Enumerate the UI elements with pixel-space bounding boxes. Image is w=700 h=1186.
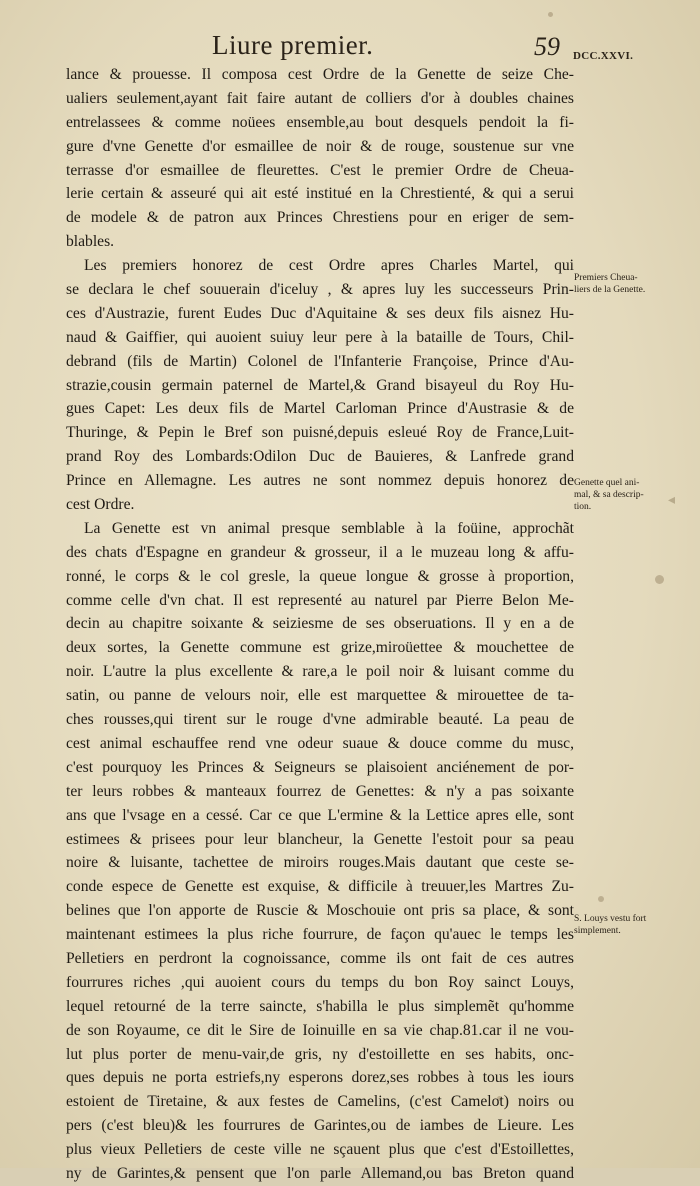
text-line: de modele & de patron aux Princes Chrestiens pour en eriger de sem- bbox=[66, 209, 574, 227]
text-line: ches rousses,qui tirent sur le rouge d'vne admirable beauté. La peau de bbox=[66, 711, 574, 729]
text-line: ny de Garintes,& pensent que l'on parle Allemand,ou bas Breton quand bbox=[66, 1164, 574, 1182]
text-line: Prince en Allemagne. Les autres ne sont nommez depuis honorez de bbox=[66, 472, 574, 490]
text-line: conde espece de Genette est exquise, & difficile à treuuer,les Martres Zu- bbox=[66, 878, 574, 896]
text-line: debrand (fils de Martin) Colonel de l'Infanterie Françoise, Prince d'Au- bbox=[66, 352, 574, 370]
text-line: deux sortes, la Genette commune est grize,miroüettee & mouchettee de bbox=[66, 639, 574, 657]
text-line: gure d'vne Genette d'or esmaillee de noir & de rouge, soustenue sur vne bbox=[66, 137, 574, 155]
text-line: belines que l'on apporte de Ruscie & Moschouie ont pris sa place, & sont bbox=[66, 902, 574, 920]
margin-note-line: S. Louys vestu fort bbox=[574, 914, 647, 924]
margin-note-genette-description bbox=[574, 477, 694, 513]
text-line: Les premiers honorez de cest Ordre apres Charles Martel, qui bbox=[84, 257, 574, 275]
margin-note-line: Genette quel ani- bbox=[574, 478, 640, 488]
text-line: ter leurs robbes & manteaux fourrez de Genettes: & n'y a pas soixante bbox=[66, 782, 574, 800]
margin-note-line: tion. bbox=[574, 502, 592, 512]
text-line: ans que l'vsage en a cessé. Car ce que L'ermine & la Lettice apres elle, sont bbox=[66, 806, 574, 824]
text-line: gues Capet: Les deux fils de Martel Carloman Prince d'Austrasie & de bbox=[66, 400, 574, 418]
text-line: noir. L'autre la plus excellente & rare,a le poil noir & luisant comme du bbox=[66, 663, 574, 681]
text-line: lerie certain & asseuré qui ait esté institué en la Chrestienté, & qui a serui bbox=[66, 185, 574, 203]
text-line: fourrures riches ,qui auoient cours du temps du bon Roy sainct Louys, bbox=[66, 973, 574, 991]
text-line: satin, ou panne de velours noir, elle est marquettee & mirouettee de ta- bbox=[66, 687, 574, 705]
page-number: 59 bbox=[534, 32, 560, 61]
text-line: se declara le chef souuerain d'iceluy , & apres luy les successeurs Prin- bbox=[66, 281, 574, 299]
text-line: des chats d'Espagne en grandeur & grosseur, il a le muzeau long & affu- bbox=[66, 543, 574, 561]
main-text-block bbox=[66, 63, 574, 1186]
text-line: strazie,cousin germain paternel de Martel,& Grand bisayeul du Roy Hu- bbox=[66, 376, 574, 394]
ink-smudge bbox=[655, 575, 664, 584]
text-line: naud & Gaiffier, qui auoient suiuy leur pere à la bataille de Tours, Chil- bbox=[66, 328, 574, 346]
text-line: maintenant estimees la plus riche fourrure, de façon qu'auec le temps les bbox=[66, 926, 574, 944]
text-line: prand Roy des Lombards:Odilon Duc de Bauieres, & Lanfrede grand bbox=[66, 448, 574, 466]
text-line: pers (c'est bleu)& les fourrures de Garintes,ou de iambes de Lieure. Les bbox=[66, 1117, 574, 1135]
text-line: blables. bbox=[66, 233, 115, 251]
text-line: de son Royaume, ce dit le Sire de Ioinuille en sa vie chap.81.car il ne vou- bbox=[66, 1021, 574, 1039]
margin-arrow-icon: ◂ bbox=[668, 492, 676, 508]
text-line: lut plus porter de menu-vair,de gris, ny d'estoillette en ses habits, onc- bbox=[66, 1045, 574, 1063]
text-line: decin au chapitre soixante & seiziesme de ses obseruations. Il y en a de bbox=[66, 615, 574, 633]
text-line: estoient de Tiretaine, & aux festes de Camelins, (c'est Camelot) noirs ou bbox=[66, 1093, 574, 1111]
running-title: Liure premier. bbox=[212, 30, 374, 60]
margin-note-line: simplement. bbox=[574, 926, 621, 936]
text-line: c'est pourquoy les Princes & Seigneurs se plaisoient anciénement de por- bbox=[66, 758, 574, 776]
text-line: ualiers seulement,ayant fait faire autant de colliers d'or à doubles chaines bbox=[66, 89, 574, 107]
text-line: ces d'Austrazie, furent Eudes Duc d'Aquitaine & ses deux fils aisnez Hu- bbox=[66, 304, 574, 322]
text-line: estimees & prisees pour leur blancheur, la Genette l'estoit pour sa peau bbox=[66, 830, 574, 848]
margin-note-line: mal, & sa descrip- bbox=[574, 490, 644, 500]
text-line: lequel retourné de la terre saincte, s'habilla le plus simplemẽt qu'homme bbox=[66, 997, 574, 1015]
folio-mark: DCC.XXVI. bbox=[573, 50, 634, 62]
margin-note-line: liers de la Genette. bbox=[574, 285, 646, 295]
text-line: terrasse d'or esmaillee de fleurettes. C'est le premier Ordre de Cheua- bbox=[66, 161, 574, 179]
text-line: Pelletiers en perdront la cognoissance, comme ils ont fait de ces autres bbox=[66, 949, 574, 967]
margin-note-saint-louis bbox=[574, 913, 694, 937]
ink-smudge bbox=[598, 896, 604, 902]
text-line: La Genette est vn animal presque semblable à la foüine, approchãt bbox=[84, 519, 574, 537]
margin-note-line: Premiers Cheua- bbox=[574, 273, 638, 283]
text-line: ronné, le corps & le col gresle, la queue longue & grosse à proportion, bbox=[66, 567, 574, 585]
text-line: noire & luisante, tachettee de miroirs rouges.Mais dautant que ceste se- bbox=[66, 854, 574, 872]
text-line: Thuringe, & Pepin le Bref son puisné,depuis esleué Roy de France,Luit- bbox=[66, 424, 574, 442]
text-line: plus vieux Pelletiers de ceste ville ne sçauent plus que c'est d'Estoillettes, bbox=[66, 1141, 574, 1159]
ink-smudge bbox=[548, 12, 553, 17]
text-line: comme celle d'vn chat. Il est representé au naturel par Pierre Belon Me- bbox=[66, 591, 574, 609]
text-line: entrelassees & comme noüees ensemble,au bout desquels pendoit la fi- bbox=[66, 113, 574, 131]
text-line: ques depuis ne porta estriefs,ny esperons dorez,ses robbes à tous les iours bbox=[66, 1069, 574, 1087]
text-line: cest Ordre. bbox=[66, 496, 135, 514]
text-line: lance & prouesse. Il composa cest Ordre de la Genette de seize Che- bbox=[66, 66, 574, 83]
margin-note-premiers-chevaliers bbox=[574, 272, 694, 296]
text-line: cest animal eschauffee rend vne odeur suaue & douce comme du musc, bbox=[66, 734, 574, 752]
